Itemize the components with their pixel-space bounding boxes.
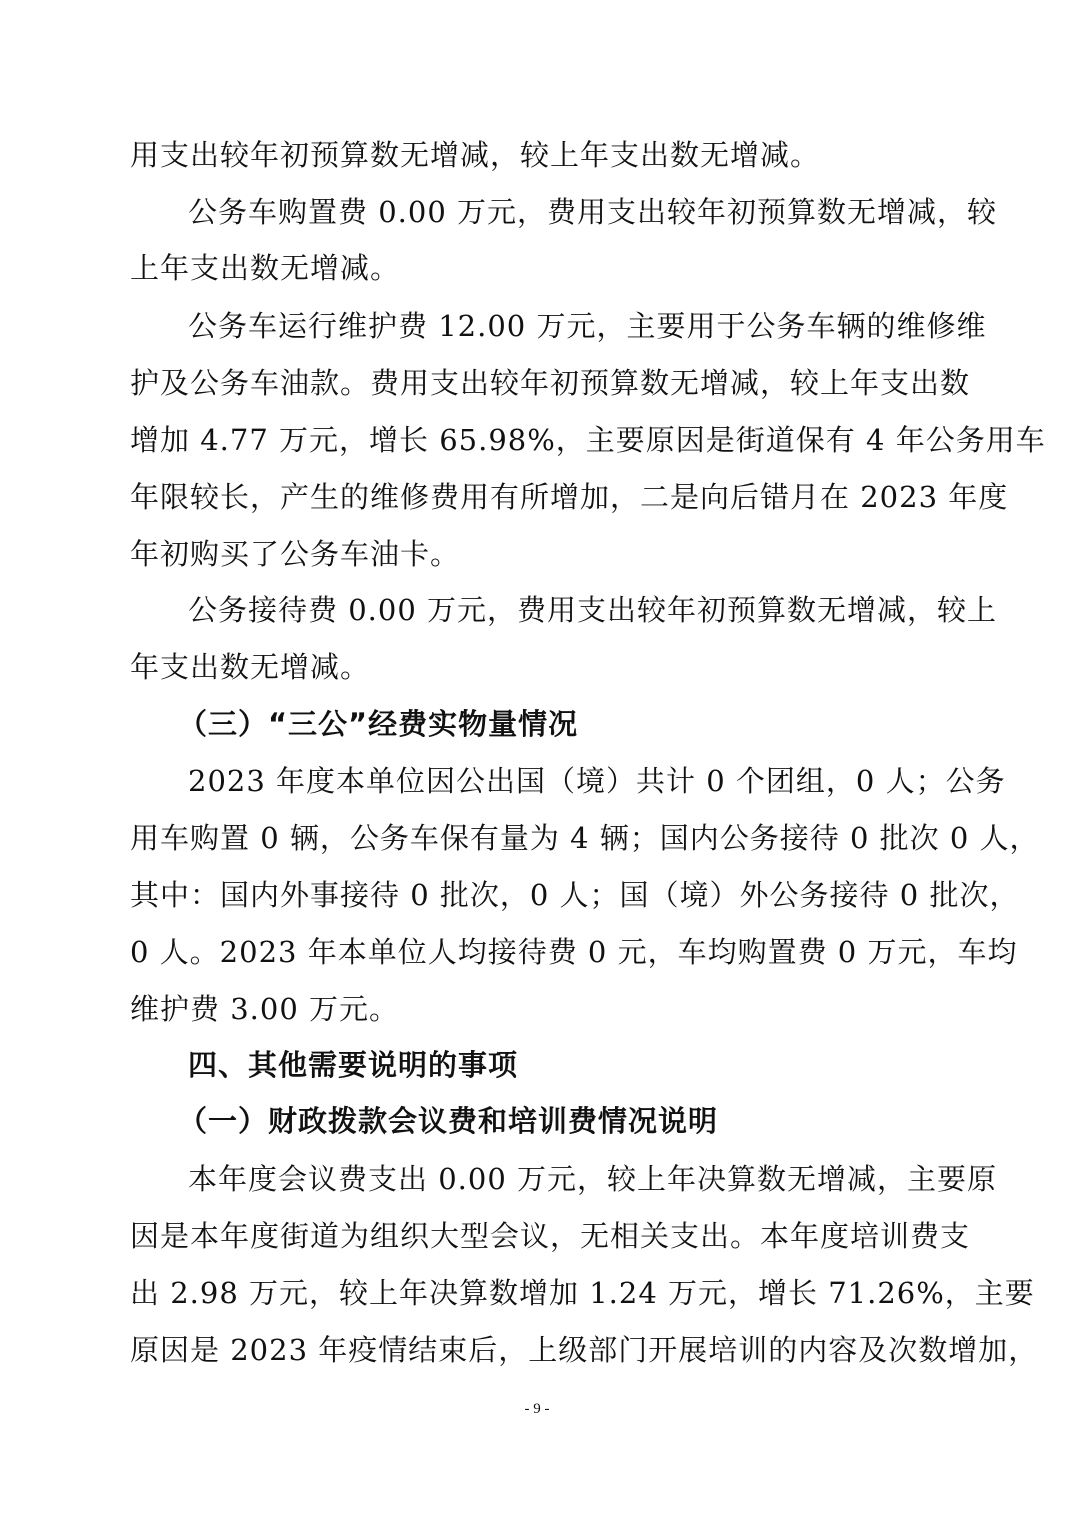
paragraph-line: 公务车运行维护费 12.00 万元，主要用于公务车辆的维修维 — [188, 309, 987, 343]
paragraph-line: 用车购置 0 辆，公务车保有量为 4 辆；国内公务接待 0 批次 0 人， — [130, 821, 1040, 855]
paragraph-line: 2023 年度本单位因公出国（境）共计 0 个团组，0 人；公务 — [188, 764, 1006, 798]
section-heading: （三）“三公”经费实物量情况 — [178, 707, 579, 741]
paragraph-line: 本年度会议费支出 0.00 万元，较上年决算数无增减，主要原 — [188, 1162, 998, 1196]
paragraph-line: 因是本年度街道为组织大型会议，无相关支出。本年度培训费支 — [130, 1219, 971, 1253]
section-heading: 四、其他需要说明的事项 — [188, 1048, 519, 1082]
paragraph-line: 年支出数无增减。 — [130, 650, 371, 684]
paragraph-line: 公务车购置费 0.00 万元，费用支出较年初预算数无增减，较 — [188, 195, 998, 229]
paragraph-line: 0 人。2023 年本单位人均接待费 0 元，车均购置费 0 万元，车均 — [130, 935, 1018, 969]
paragraph-line: 其中：国内外事接待 0 批次，0 人；国（境）外公务接待 0 批次， — [130, 878, 1020, 912]
paragraph-line: 年初购买了公务车油卡。 — [130, 537, 461, 571]
paragraph-line: 上年支出数无增减。 — [130, 251, 401, 285]
page-number: - 9 - — [524, 1401, 550, 1417]
paragraph-line: 护及公务车油款。费用支出较年初预算数无增减，较上年支出数 — [130, 366, 971, 400]
section-heading: （一）财政拨款会议费和培训费情况说明 — [178, 1104, 719, 1138]
paragraph-line: 年限较长，产生的维修费用有所增加，二是向后错月在 2023 年度 — [130, 480, 1009, 514]
paragraph-line: 公务接待费 0.00 万元，费用支出较年初预算数无增减，较上 — [188, 593, 998, 627]
paragraph-line: 维护费 3.00 万元。 — [130, 992, 400, 1026]
paragraph-line: 原因是 2023 年疫情结束后，上级部门开展培训的内容及次数增加， — [130, 1333, 1039, 1367]
paragraph-line: 用支出较年初预算数无增减，较上年支出数无增减。 — [130, 138, 821, 172]
paragraph-line: 增加 4.77 万元，增长 65.98%，主要原因是街道保有 4 年公务用车 — [130, 423, 1046, 457]
paragraph-line: 出 2.98 万元，较上年决算数增加 1.24 万元，增长 71.26%，主要 — [130, 1276, 1035, 1310]
